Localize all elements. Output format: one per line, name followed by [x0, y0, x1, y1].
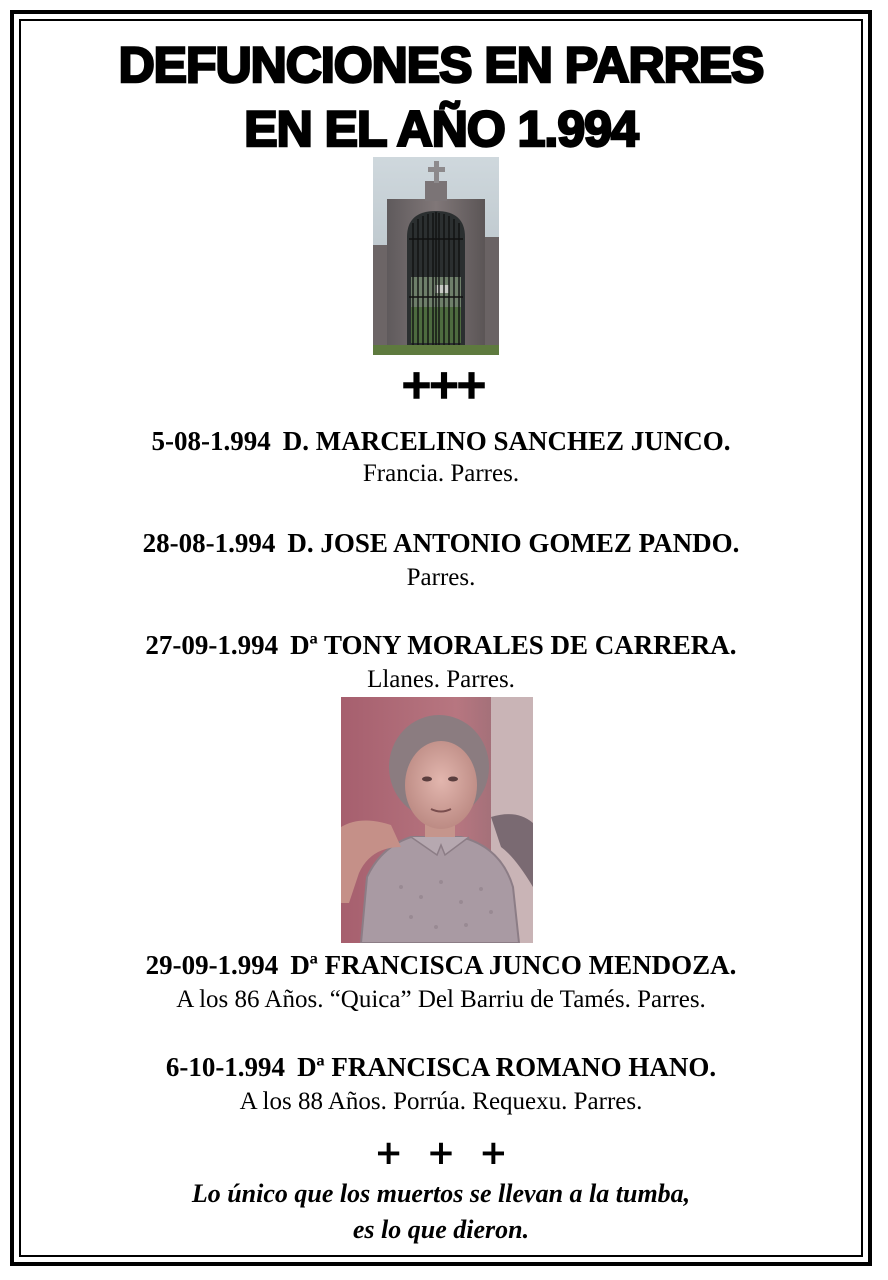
entry-header [21, 949, 861, 981]
entry-detail: Francia. Parres. [362, 460, 520, 487]
entry-name: Dª FRANCISCA JUNCO MENDOZA. [290, 950, 737, 980]
entry-header [21, 527, 861, 559]
entry-detail: Parres. [406, 564, 476, 591]
entry-date: 27-09-1.994 [145, 630, 279, 660]
obituary-page [21, 21, 861, 1255]
closing-quote-line-2: es lo que dieron. [352, 1215, 530, 1244]
entry-name: D. MARCELINO SANCHEZ JUNCO. [282, 426, 731, 456]
entry-name: D. JOSE ANTONIO GOMEZ PANDO. [287, 528, 740, 558]
portrait-photo [341, 697, 533, 943]
entry-header [21, 425, 861, 457]
cemetery-gate-photo [373, 157, 499, 355]
page-title-line-2: EN EL AÑO 1.994 [244, 101, 638, 157]
entry-date: 5-08-1.994 [151, 426, 271, 456]
entry-header [21, 629, 861, 661]
entry-header [21, 1051, 861, 1083]
closing-quote-line-1: Lo único que los muertos se llevan a la tumba, [191, 1179, 691, 1208]
entry-name: Dª TONY MORALES DE CARRERA. [290, 630, 737, 660]
entry-detail: A los 86 Años. “Quica” Del Barriu de Tamés. Parres. [176, 986, 706, 1013]
page-title-line-1: DEFUNCIONES EN PARRES [118, 37, 764, 93]
entry-date: 29-09-1.994 [145, 950, 279, 980]
entry-date: 28-08-1.994 [142, 528, 276, 558]
separator-crosses-top: +++ [399, 362, 483, 408]
entry-name: Dª FRANCISCA ROMANO HANO. [297, 1052, 717, 1082]
entry-detail: Llanes. Parres. [367, 666, 515, 693]
entry-detail: A los 88 Años. Porrúa. Requexu. Parres. [239, 1088, 643, 1115]
entry-date: 6-10-1.994 [165, 1052, 286, 1082]
separator-crosses-bottom: + + + [374, 1133, 508, 1173]
